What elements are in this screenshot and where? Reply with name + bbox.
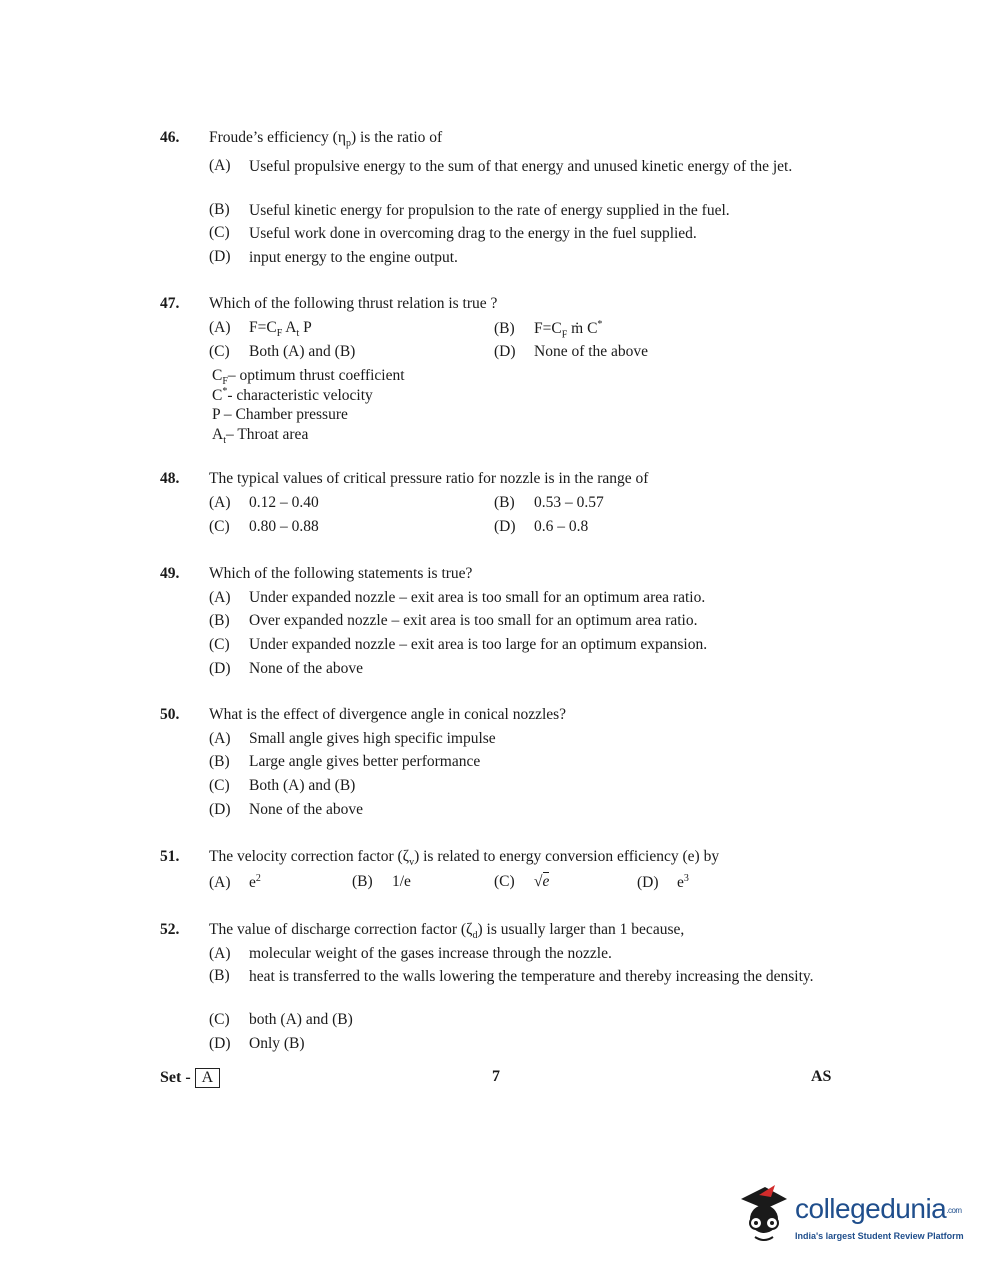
mascot-icon	[735, 1183, 793, 1249]
option-b: (B) $F=C_F$ ṁ C*	[494, 319, 603, 341]
question-number: 52.	[160, 921, 180, 938]
option-d: (D) None of the above	[209, 801, 364, 818]
option-c: (C) Both (A) and (B)	[209, 777, 356, 794]
option-c: (C) Useful work done in overcoming drag to the energy in the fuel supplied.	[209, 224, 697, 242]
question-number: 47.	[160, 295, 180, 312]
collegedunia-logo	[735, 1183, 965, 1253]
question-text: The velocity correction factor $(\zeta_v)$ is related to energy conversion efficiency (e) by	[209, 848, 720, 869]
question-number: 49.	[160, 565, 180, 582]
question-text: Froude’s efficiency $(\eta_p)$ is the ratio of	[209, 129, 443, 150]
option-b: (B) heat is transferred to the walls lowering the temperature and thereby increasing the density.	[209, 967, 814, 985]
question-number: 50.	[160, 706, 180, 723]
option-c: (C) √e	[494, 873, 550, 890]
brand-name: collegedunia.com	[795, 1193, 962, 1224]
option-b: (B) Large angle gives better performance	[209, 753, 481, 770]
option-b: (B) 1/e	[352, 873, 411, 890]
question-text: What is the effect of divergence angle in conical nozzles?	[209, 706, 567, 723]
set-value: A	[195, 1068, 221, 1088]
option-c: (C) Both (A) and (B)	[209, 343, 356, 360]
option-c: (C) Under expanded nozzle – exit area is too large for an optimum expansion.	[209, 636, 708, 653]
glossary-cf: $C_F-$ optimum thrust coefficient	[212, 367, 405, 388]
option-b: (B) Over expanded nozzle – exit area is too small for an optimum area ratio.	[209, 612, 698, 629]
question-text: The value of discharge correction factor $(\zeta_d)$ is usually larger than 1 because,	[209, 921, 685, 942]
glossary-at: $A_t-$ Throat area	[212, 426, 309, 447]
paper-code: AS	[811, 1068, 832, 1085]
option-a: (A) Useful propulsive energy to the sum of that energy and unused kinetic energy of the jet.	[209, 157, 793, 175]
option-a: (A) molecular weight of the gases increase through the nozzle.	[209, 945, 612, 962]
option-a: (A) Small angle gives high specific impulse	[209, 730, 496, 747]
option-b: (B) Useful kinetic energy for propulsion to the rate of energy supplied in the fuel.	[209, 201, 730, 219]
option-a: (A) $F=C_F$ $A_t$ P	[209, 319, 312, 340]
set-indicator	[160, 1068, 220, 1088]
option-d: (D) $e^3$	[637, 873, 689, 892]
option-d: (D) 0.6 – 0.8	[494, 518, 589, 535]
option-c: (C) both (A) and (B)	[209, 1011, 353, 1028]
option-a: (A) $e^2$	[209, 873, 261, 892]
option-b: (B) 0.53 – 0.57	[494, 494, 604, 511]
set-label: Set -	[160, 1069, 191, 1086]
brand-tagline: India's largest Student Review Platform	[795, 1231, 964, 1241]
page-number: 7	[492, 1068, 500, 1085]
glossary-cstar: C*- characteristic velocity	[212, 386, 373, 405]
question-text: Which of the following statements is true?	[209, 565, 473, 582]
option-d: (D) None of the above	[209, 660, 364, 677]
question-number: 48.	[160, 470, 180, 487]
option-a: (A) Under expanded nozzle – exit area is too small for an optimum area ratio.	[209, 589, 706, 606]
option-c: (C) 0.80 – 0.88	[209, 518, 319, 535]
question-number: 51.	[160, 848, 180, 865]
option-d: (D) input energy to the engine output.	[209, 248, 458, 266]
option-a: (A) 0.12 – 0.40	[209, 494, 319, 511]
glossary-p: P – Chamber pressure	[212, 406, 348, 423]
option-d: (D) Only (B)	[209, 1035, 305, 1052]
question-text: The typical values of critical pressure ratio for nozzle is in the range of	[209, 470, 649, 487]
option-d: (D) None of the above	[494, 343, 649, 360]
question-text: Which of the following thrust relation is true ?	[209, 295, 498, 312]
question-number: 46.	[160, 129, 180, 146]
